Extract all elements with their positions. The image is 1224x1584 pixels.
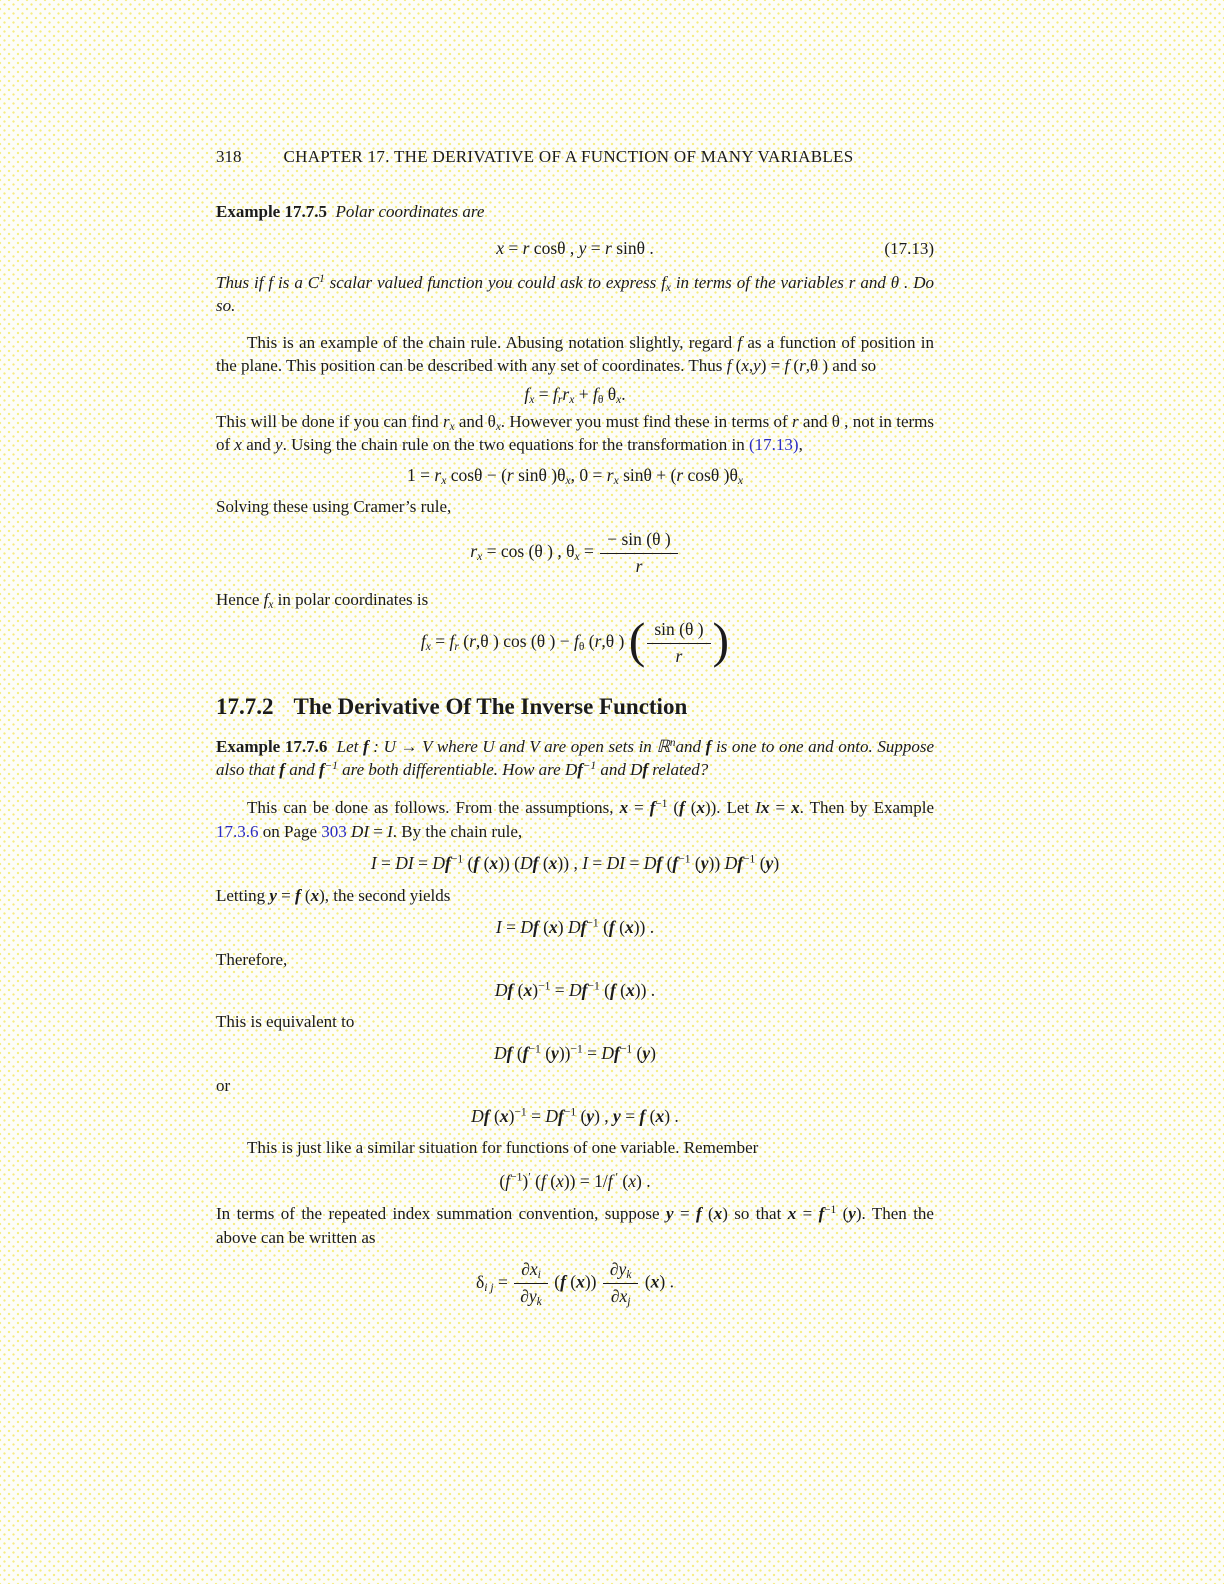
equation-tag-1713: (17.13) (884, 238, 934, 258)
page-content (216, 147, 934, 1318)
example-1776-body: Let f : U → V where U and V are open sets in ℝ$^n$and f is one to one and onto. Suppose also that f and $f^{-1}$ are both differentiable. How are $Df^{-1}$ and Df related? (216, 736, 935, 780)
equation-one-zero: $1 = r_x$ cosθ − (r sinθ )$\theta_x$, $0 = r_x$ sinθ + (r cosθ )$\theta_x$ (407, 464, 743, 487)
paragraph-will-be-done: This will be done if you can find $r_x$ and $\theta_x$. However you must find these in terms of r and θ , not in terms of x and y. Using the chain rule on the two equations for the transformation in (17.13), (216, 412, 934, 455)
paragraph-equivalent-to: This is equivalent to (216, 1011, 355, 1031)
example-1776-paragraph (216, 735, 934, 782)
page-number: 318 (216, 147, 242, 166)
fraction-sin-over-r (645, 619, 712, 668)
cross-reference-link[interactable]: 303 (321, 821, 347, 841)
equation-i-df-dfinv: I = Df (x) $Df^{-1}$ (f (x)) . (495, 917, 655, 938)
equation-cramer-result (216, 529, 934, 578)
equation-i-di-chain: I = DI = $Df^{-1}$ (f (x)) (Df (x)) , I = DI = Df ($f^{-1}$ (y)) $Df^{-1}$ (y) (370, 853, 780, 874)
paragraph-hence-fx: Hence $f_x$ in polar coordinates is (216, 589, 429, 611)
paragraph-solving-cramers: Solving these using Cramer’s rule, (216, 497, 452, 517)
example-1775-label: Example 17.7.5 (216, 202, 327, 221)
equation-delta-ij (216, 1259, 934, 1308)
equation-delta-tail: (x) . (644, 1271, 674, 1292)
fraction-neg-sin-over-r (598, 529, 679, 578)
paragraph-letting-y: Letting y = f (x), the second yields (216, 885, 451, 905)
equation-fx-chain: $f_x = f_rr_x + f_\theta$ $\theta_x$. (524, 383, 626, 406)
paragraph-this-can-be-done: This can be done as follows. From the assumptions, $x = f^{-1}$ (f (x)). Let Ix = x. Then by Example 17.3.6 on Page 303 DI = I. By the chain rule, (216, 798, 934, 841)
equation-polar-body: x = r cosθ , y = r sinθ . (496, 238, 654, 259)
paragraph-index-summation: In terms of the repeated index summation convention, suppose y = f (x) so that $x = f^{-1}$ (y). Then the above can be written as (216, 1204, 934, 1247)
running-header (216, 147, 934, 167)
cross-reference-link[interactable]: 17.3.6 (216, 821, 259, 841)
paragraph-therefore: Therefore, (216, 949, 288, 969)
big-close-paren: ) (712, 613, 730, 669)
fraction-numerator: $\partial x_i$ (514, 1259, 548, 1284)
equation-cramer-lhs: $r_x = \cos (\theta$ ) , $\theta_x$ = (470, 541, 594, 564)
equation-fx-polar-lhs: $f_x = f_r$ (r,θ ) cos (θ ) − $f_\theta$ (r,θ ) (420, 631, 625, 654)
equation-delta-mid: (f (x)) (554, 1271, 597, 1292)
paragraph-just-like-one-variable: This is just like a similar situation for functions of one variable. Remember (247, 1138, 759, 1158)
section-title: The Derivative Of The Inverse Function (293, 693, 688, 719)
equation-one-variable-inverse: $(f^{-1})'$ (f (x)) = 1/f ′ (x) . (499, 1170, 651, 1191)
fraction-numerator: sin (θ ) (647, 619, 710, 644)
fraction-denominator: r (675, 645, 683, 666)
equation-fx-polar (216, 613, 934, 669)
fraction-denominator: $\partial x_j$ (610, 1286, 631, 1308)
fraction-denominator: r (635, 555, 643, 576)
fraction-dxi-dyk (512, 1259, 550, 1308)
equation-dfx-inverse: Df $(x)^{-1} = Df^{-1}$ (f (x)) . (494, 980, 656, 1001)
big-open-paren: ( (628, 613, 646, 669)
example-1776-label: Example 17.7.6 (216, 736, 328, 756)
cross-reference-link[interactable]: (17.13) (749, 435, 799, 455)
chapter-title: CHAPTER 17. THE DERIVATIVE OF A FUNCTION OF MANY VARIABLES (283, 147, 854, 166)
paragraph-or: or (216, 1075, 231, 1095)
fraction-numerator: − sin (θ ) (600, 529, 677, 554)
equation-delta-lhs: $\delta_{i j}$ = (476, 1271, 508, 1294)
example-1775-intro: Polar coordinates are (335, 202, 485, 221)
section-number: 17.7.2 (216, 693, 274, 719)
fraction-numerator: $\partial y_k$ (603, 1259, 639, 1284)
fraction-dyk-dxj (601, 1259, 641, 1308)
section-heading-1772 (216, 694, 934, 720)
example-1775-heading (216, 200, 934, 223)
equation-df-finv-y: Df ($f^{-1}$ $(y))^{-1} = Df^{-1}$ (y) (494, 1043, 656, 1063)
equation-dfx-dfy: Df $(x)^{-1} = Df^{-1}$ (y) , y = f (x) . (471, 1105, 679, 1126)
paragraph-chain-rule-example: This is an example of the chain rule. Abusing notation slightly, regard f as a function of position in the plane. This position can be described with any set of coordinates. Thus f (x,y) = f (r,θ ) and so (216, 332, 935, 376)
equation-polar-coordinates (216, 236, 934, 261)
paragraph-thus-if-f: Thus if f is a $C^1$ scalar valued function you could ask to express $f_x$ in terms of the variables r and θ . Do so. (216, 272, 934, 316)
fraction-denominator: $\partial y_k$ (520, 1286, 542, 1308)
